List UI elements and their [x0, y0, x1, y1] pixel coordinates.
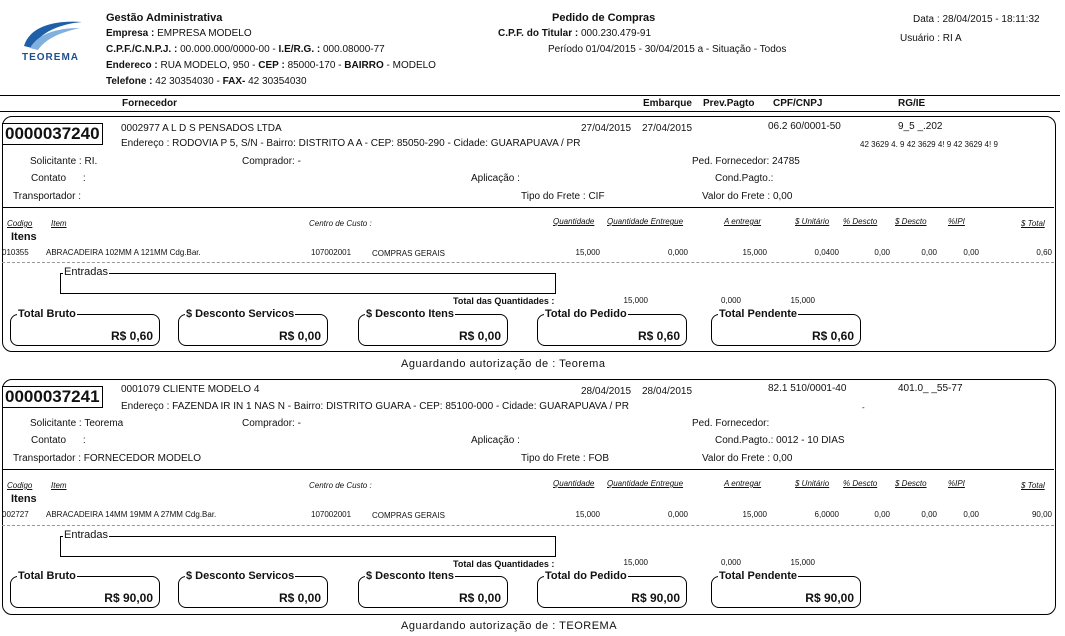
tipo-frete-label: Tipo do Frete : — [521, 191, 586, 202]
col-prev-pagto: Prev.Pagto — [703, 98, 755, 109]
col-embarque: Embarque — [643, 98, 692, 109]
total-bruto-box — [10, 308, 160, 346]
desc-servicos-label: $ Desconto Servicos — [186, 308, 295, 320]
order-address: Endereço : RODOVIA P 5, S/N - Bairro: DISTRITO A A - CEP: 85050-290 - Cidade: GUARAPUAVA / PR — [121, 138, 581, 149]
cond-pagto-label: Cond.Pagto.: — [715, 173, 774, 184]
cpf-titular-value: 000.230.479-91 — [580, 28, 652, 39]
cell-centro-nome: COMPRAS GERAIS — [372, 249, 445, 258]
hdr-item: Item — [51, 481, 67, 490]
desc-itens-value: R$ 0,00 — [458, 591, 501, 605]
cond-pagto-value: 0012 - 10 DIAS — [776, 435, 845, 446]
hdr-centro: Centro de Custo : — [309, 219, 372, 228]
ped-fornecedor-value: 24785 — [772, 156, 800, 167]
order-number: 0000037240 — [2, 123, 103, 145]
hdr-centro: Centro de Custo : — [309, 481, 372, 490]
total-qtds-label: Total das Quantidades : — [453, 559, 555, 569]
hdr-ipi: %IPI — [948, 217, 965, 226]
cpf-titular-label: C.P.F. do Titular : — [498, 28, 579, 39]
items-divider — [2, 262, 1054, 263]
cell-a-entregar: 15,000 — [742, 248, 767, 257]
hdr-unitario: $ Unitário — [795, 479, 830, 488]
cell-centro-nome: COMPRAS GERAIS — [372, 511, 445, 520]
total-bruto-value: R$ 0,60 — [110, 329, 153, 343]
desc-itens-label: $ Desconto Itens — [366, 570, 455, 582]
total-pedido-value: R$ 90,00 — [631, 591, 680, 605]
total-pendente-label: Total Pendente — [719, 570, 798, 582]
total-entregue: 0,000 — [720, 296, 741, 305]
order-supplier: 0002977 A L D S PENSADOS LTDA — [121, 123, 282, 134]
transportador-value: FORNECEDOR MODELO — [83, 453, 202, 464]
contato-value: : — [82, 435, 86, 446]
cell-quantidade: 15,000 — [575, 248, 600, 257]
hdr-codigo: Codigo — [7, 219, 33, 228]
cell-val-desc: 0,00 — [921, 510, 937, 519]
hdr-qtd-entregue: Quantidade Entregue — [607, 479, 684, 488]
order-divider — [2, 207, 1054, 208]
comprador-value: - — [297, 418, 301, 429]
ie-value: 000.08000-77 — [322, 44, 385, 55]
hdr-total: $ Total — [1021, 219, 1045, 228]
cell-codigo: 002727 — [2, 510, 29, 519]
report-user: Usuário : RI A — [900, 33, 962, 44]
entradas-label: Entradas — [64, 529, 109, 541]
aguardando-value: Teorema — [559, 358, 606, 370]
total-pendente-value: R$ 0,60 — [811, 329, 854, 343]
order-card — [2, 116, 1056, 352]
total-bruto-label: Total Bruto — [18, 570, 76, 582]
cell-unitario: 6,0000 — [814, 510, 839, 519]
desc-itens-box — [358, 308, 508, 346]
desc-servicos-value: R$ 0,00 — [278, 591, 321, 605]
logo-swoosh-icon — [20, 16, 86, 52]
cep-label: CEP : — [258, 60, 285, 71]
order-phones: - — [862, 403, 865, 412]
aguardando-label: Aguardando autorização de : — [401, 358, 556, 370]
order-embarque: 27/04/2015 — [581, 123, 632, 134]
aplicacao-label: Aplicação : — [471, 173, 520, 184]
valor-frete-value: 0,00 — [772, 191, 793, 202]
total-pedido-value: R$ 0,60 — [637, 329, 680, 343]
total-qtd: 15,000 — [623, 558, 648, 567]
total-a-entregar: 15,000 — [790, 558, 815, 567]
order-address: Endereço : FAZENDA IR IN 1 NAS N - Bairro: DISTRITO GUARA - CEP: 85100-000 - Cidade: GUARAPUAVA / PR — [121, 401, 629, 412]
hdr-a-entregar: A entregar — [724, 479, 762, 488]
cell-quantidade: 15,000 — [575, 510, 600, 519]
cnpj-label: C.P.F./C.N.P.J. : — [106, 44, 178, 55]
bairro-label: BAIRRO — [344, 60, 384, 71]
cell-pct-desc: 0,00 — [874, 248, 890, 257]
col-rg-ie: RG/IE — [898, 98, 926, 109]
empresa-value: EMPRESA MODELO — [157, 28, 252, 39]
hdr-ipi: %IPI — [948, 479, 965, 488]
cond-pagto-label: Cond.Pagto.: — [715, 435, 774, 446]
desc-itens-box — [358, 570, 508, 608]
tipo-frete-label: Tipo do Frete : — [521, 453, 586, 464]
ie-label: I.E/R.G. : — [278, 44, 321, 55]
report-date: Data : 28/04/2015 - 18:11:32 — [913, 14, 1040, 25]
aplicacao-label: Aplicação : — [471, 435, 520, 446]
fax-value: 42 30354030 — [248, 76, 307, 87]
col-fornecedor: Fornecedor — [122, 98, 178, 109]
total-entregue: 0,000 — [720, 558, 741, 567]
endereco-value: RUA MODELO, 950 — [160, 60, 250, 71]
entradas-box — [60, 266, 556, 294]
bairro-value: MODELO — [392, 60, 436, 71]
cell-val-desc: 0,00 — [921, 248, 937, 257]
transportador-label: Transportador : — [13, 191, 81, 202]
cell-centro: 107002001 — [311, 248, 352, 257]
order-embarque: 28/04/2015 — [581, 386, 632, 397]
order-supplier: 0001079 CLIENTE MODELO 4 — [121, 384, 260, 395]
order-rg-ie: 9_5 _.202 — [898, 121, 943, 132]
cell-ipi: 0,00 — [963, 510, 979, 519]
total-bruto-value: R$ 90,00 — [104, 591, 153, 605]
cnpj-value: 00.000.000/0000-00 — [180, 44, 270, 55]
order-card — [2, 379, 1056, 615]
hdr-a-entregar: A entregar — [724, 217, 762, 226]
total-qtds-label: Total das Quantidades : — [453, 296, 555, 306]
cell-qtd-entregue: 0,000 — [667, 510, 688, 519]
entradas-box — [60, 529, 556, 557]
columns-divider — [0, 111, 1060, 112]
order-phones: 42 3629 4. 9 42 3629 4! 9 42 3629 4! 9 — [860, 140, 998, 149]
cell-unitario: 0,0400 — [814, 248, 839, 257]
valor-frete-value: 0,00 — [772, 453, 793, 464]
tipo-frete-value: FOB — [588, 453, 610, 464]
hdr-pct-desc: % Descto — [843, 217, 878, 226]
telefone-label: Telefone : — [106, 76, 153, 87]
total-pendente-box — [711, 308, 861, 346]
hdr-quantidade: Quantidade — [553, 479, 595, 488]
entradas-label: Entradas — [64, 266, 109, 278]
total-pedido-box — [537, 570, 687, 608]
fax-label: FAX- — [222, 76, 246, 87]
solicitante-value: Teorema — [84, 418, 124, 429]
order-cpf-cnpj: 06.2 60/0001-50 — [768, 121, 841, 132]
report-period: Período 01/04/2015 - 30/04/2015 a - Situação - Todos — [548, 44, 787, 55]
cell-centro: 107002001 — [311, 510, 352, 519]
hdr-total: $ Total — [1021, 481, 1045, 490]
report-title: Pedido de Compras — [552, 12, 656, 24]
total-pendente-label: Total Pendente — [719, 308, 798, 320]
hdr-pct-desc: % Descto — [843, 479, 878, 488]
comprador-label: Comprador: — [242, 156, 295, 167]
contato-label: Contato — [31, 435, 67, 446]
total-pedido-label: Total do Pedido — [545, 570, 627, 582]
hdr-codigo: Codigo — [7, 481, 33, 490]
total-pedido-label: Total do Pedido — [545, 308, 627, 320]
company-title: Gestão Administrativa — [106, 12, 223, 24]
order-prev-pagto: 27/04/2015 — [642, 123, 693, 134]
order-prev-pagto: 28/04/2015 — [642, 386, 693, 397]
desc-itens-label: $ Desconto Itens — [366, 308, 455, 320]
aguardando-label: Aguardando autorização de : — [401, 620, 556, 632]
col-cpf-cnpj: CPF/CNPJ — [773, 98, 823, 109]
solicitante-value: RI. — [84, 156, 98, 167]
solicitante-label: Solicitante : — [30, 156, 82, 167]
total-a-entregar: 15,000 — [790, 296, 815, 305]
order-divider — [2, 469, 1054, 470]
desc-servicos-label: $ Desconto Servicos — [186, 570, 295, 582]
ped-fornecedor-label: Ped. Fornecedor: — [692, 156, 770, 167]
total-pendente-box — [711, 570, 861, 608]
desc-itens-value: R$ 0,00 — [458, 329, 501, 343]
items-divider — [2, 525, 1054, 526]
cep-value: 85000-170 — [287, 60, 336, 71]
total-pedido-box — [537, 308, 687, 346]
aguardando-value: TEOREMA — [559, 620, 618, 632]
header-divider — [0, 95, 1060, 96]
hdr-unitario: $ Unitário — [795, 217, 830, 226]
comprador-label: Comprador: — [242, 418, 295, 429]
hdr-val-desc: $ Descto — [895, 479, 927, 488]
contato-value: : — [82, 173, 86, 184]
order-number: 0000037241 — [2, 386, 103, 408]
order-rg-ie: 401.0_ _55-77 — [898, 383, 963, 394]
itens-label: Itens — [11, 493, 37, 505]
hdr-item: Item — [51, 219, 67, 228]
cell-total: 90,00 — [1031, 510, 1052, 519]
hdr-qtd-entregue: Quantidade Entregue — [607, 217, 684, 226]
comprador-value: - — [297, 156, 301, 167]
contato-label: Contato — [31, 173, 67, 184]
logo-text: TEOREMA — [22, 52, 79, 63]
solicitante-label: Solicitante : — [30, 418, 82, 429]
total-qtd: 15,000 — [623, 296, 648, 305]
cell-pct-desc: 0,00 — [874, 510, 890, 519]
cell-total: 0,60 — [1036, 248, 1052, 257]
transportador-label: Transportador : — [13, 453, 81, 464]
company-logo — [20, 16, 86, 66]
cell-item: ABRACADEIRA 102MM A 121MM Cdg.Bar. — [46, 248, 201, 257]
empresa-label: Empresa : — [106, 28, 155, 39]
valor-frete-label: Valor do Frete : — [702, 453, 771, 464]
cell-qtd-entregue: 0,000 — [667, 248, 688, 257]
cell-a-entregar: 15,000 — [742, 510, 767, 519]
total-bruto-box — [10, 570, 160, 608]
hdr-val-desc: $ Descto — [895, 217, 927, 226]
cell-codigo: 010355 — [2, 248, 29, 257]
telefone-value: 42 30354030 — [155, 76, 214, 87]
total-bruto-label: Total Bruto — [18, 308, 76, 320]
order-cpf-cnpj: 82.1 510/0001-40 — [768, 383, 847, 394]
desc-servicos-box — [178, 570, 328, 608]
cell-ipi: 0,00 — [963, 248, 979, 257]
ped-fornecedor-label: Ped. Fornecedor: — [692, 418, 770, 429]
endereco-label: Endereco : — [106, 60, 158, 71]
cell-item: ABRACADEIRA 14MM 19MM A 27MM Cdg.Bar. — [46, 510, 217, 519]
desc-servicos-value: R$ 0,00 — [278, 329, 321, 343]
hdr-quantidade: Quantidade — [553, 217, 595, 226]
total-pendente-value: R$ 90,00 — [805, 591, 854, 605]
desc-servicos-box — [178, 308, 328, 346]
itens-label: Itens — [11, 231, 37, 243]
valor-frete-label: Valor do Frete : — [702, 191, 771, 202]
tipo-frete-value: CIF — [588, 191, 605, 202]
